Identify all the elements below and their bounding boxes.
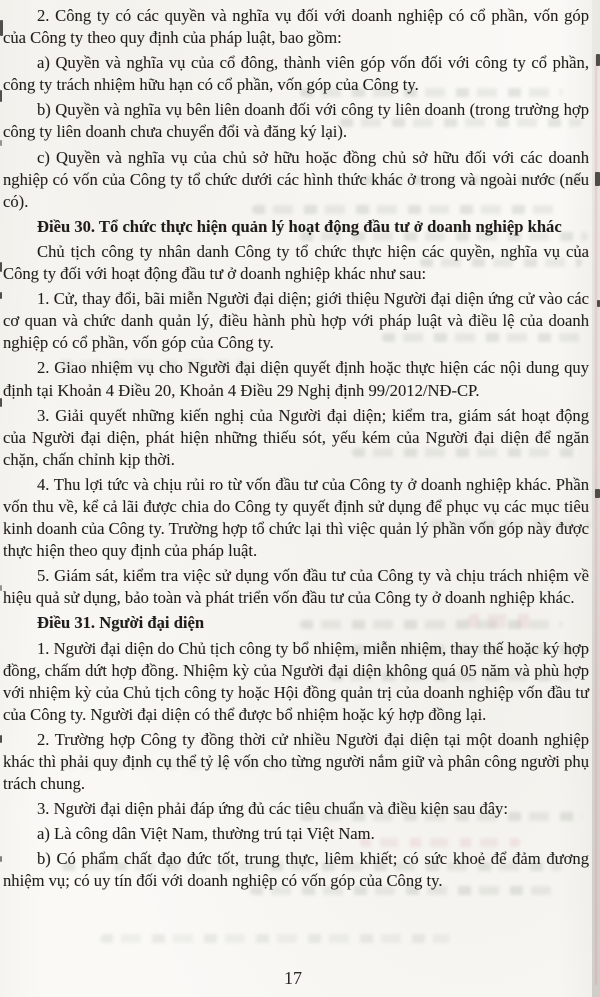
scan-edge-line xyxy=(595,55,597,985)
scan-speck xyxy=(595,172,600,186)
page-number: 17 xyxy=(284,968,302,988)
paragraph: c) Quyền và nghĩa vụ của chủ sở hữu hoặc đồng chủ sở hữu đối với các doanh nghiệp có vốn của Công ty tổ chức dưới các hình thức khác ở trong và ngoài nước (nếu có). xyxy=(3,147,589,211)
paragraph: 5. Giám sát, kiểm tra việc sử dụng vốn đầu tư của Công ty và chịu trách nhiệm về hiệu quả sử dụng, bảo toàn và phát triển vốn đầu tư của Công ty ở doanh nghiệp khác. xyxy=(3,566,589,608)
paragraph: 4. Thu lợi tức và chịu rủi ro từ vốn đầu tư của Công ty ở doanh nghiệp khác. Phần vốn thu về, kể cả lãi được chia do Công ty quyết định sử dụng để phục vụ các mục tiêu kinh doanh của Công ty. Trường hợp tổ chức lại thì việc quản lý phần vốn góp này được thực hiện theo quy định của pháp luật. xyxy=(3,474,589,561)
paragraph: 2. Giao nhiệm vụ cho Người đại diện quyết định hoặc thực hiện các nội dung quy định tại Khoản 4 Điều 20, Khoản 4 Điều 29 Nghị định 99/2012/NĐ-CP. xyxy=(3,358,589,400)
paragraph: 2. Công ty có các quyền và nghĩa vụ đối với doanh nghiệp có cổ phần, vốn góp của Công ty theo quy định của pháp luật, bao gồm: xyxy=(3,6,589,48)
scan-speck xyxy=(0,398,2,407)
scan-speck xyxy=(0,262,2,272)
paragraph: 3. Giải quyết những kiến nghị của Người đại diện; kiểm tra, giám sát hoạt động của Người đại diện, phát hiện những thiếu sót, yếu kém của Người đại diện để ngăn chặn, chấn chỉnh kịp thời. xyxy=(3,405,589,469)
paragraph: 1. Cử, thay đổi, bãi miễn Người đại diện; giới thiệu Người đại diện ứng cử vào các cơ quan và chức danh quản lý, điều hành phù hợp với pháp luật và điều lệ của doanh nghiệp có cổ phần, vốn góp của Công ty. xyxy=(3,289,589,353)
scan-speck xyxy=(0,856,2,862)
bleed-through-artifact xyxy=(100,934,450,943)
section-heading: Điều 31. Người đại diện xyxy=(37,613,205,633)
paragraph: 3. Người đại diện phải đáp ứng đủ các tiêu chuẩn và điều kiện sau đây: xyxy=(37,799,508,819)
paragraph: 2. Trường hợp Công ty đồng thời cử nhiều Người đại diện tại một doanh nghiệp khác thì phải quy định cụ thể tỷ lệ vốn cho từng người nắm giữ và phân công người phụ trách chung. xyxy=(3,729,589,794)
paragraph: Chủ tịch công ty nhân danh Công ty tổ chức thực hiện các quyền, nghĩa vụ của Công ty đối với hoạt động đầu tư ở doanh nghiệp khác như sau: xyxy=(3,241,589,284)
scan-speck xyxy=(596,54,600,66)
scan-speck xyxy=(0,585,2,591)
section-heading: Điều 30. Tổ chức thực hiện quản lý hoạt động đầu tư ở doanh nghiệp khác xyxy=(37,216,562,236)
paragraph: b) Có phẩm chất đạo đức tốt, trung thực, liêm khiết; có sức khoẻ để đảm đương nhiệm vụ; có uy tín đối với doanh nghiệp có vốn góp của Công ty. xyxy=(3,849,589,891)
paragraph: a) Là công dân Việt Nam, thường trú tại Việt Nam. xyxy=(37,824,375,844)
scan-speck xyxy=(0,292,2,299)
document-body xyxy=(3,5,589,896)
paragraph: a) Quyền và nghĩa vụ của cổ đông, thành viên góp vốn đối với công ty cổ phần, công ty trách nhiệm hữu hạn có cổ phần, vốn góp của Công ty. xyxy=(3,53,589,95)
paragraph: 1. Người đại diện do Chủ tịch công ty bổ nhiệm, miễn nhiệm, thay thế hoặc ký hợp đồng, chấm dứt hợp đồng. Nhiệm kỳ của Người đại diện không quá 05 năm và phù hợp với nhiệm kỳ của Chủ tịch công ty hoặc Hội đồng quản trị của doanh nghiệp vốn đầu tư của Công ty. Người đại diện có thể được bổ nhiệm hoặc ký hợp đồng lại. xyxy=(3,638,589,724)
scan-speck xyxy=(595,489,600,498)
paragraph: b) Quyền và nghĩa vụ bên liên doanh đối với công ty liên doanh (trong trường hợp công ty liên doanh chưa chuyển đổi và đăng ký lại). xyxy=(3,100,589,142)
scan-speck xyxy=(0,140,2,146)
scan-speck xyxy=(0,90,2,102)
scan-speck xyxy=(0,735,2,743)
scan-edge-band xyxy=(592,0,600,997)
